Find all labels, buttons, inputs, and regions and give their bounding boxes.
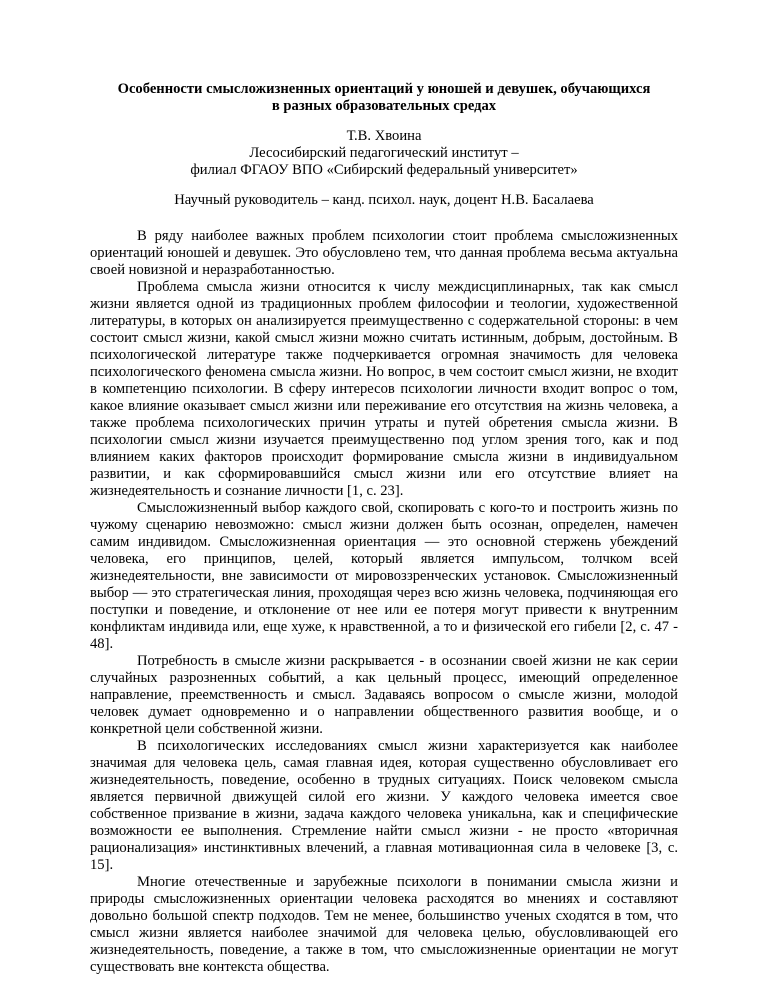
author-block: [90, 128, 678, 179]
article-body: [90, 228, 678, 976]
paragraph: Потребность в смысле жизни раскрывается - в осознании своей жизни не как серии случайных разрозненных событий, а как цельный процесс, имеющий определенное направление, преемственность и смысл. Задаваясь вопросом о смысле жизни, молодой человек думает одновременно и о направлении общественного развития вообще, и о конкретной цели собственной жизни.: [90, 653, 678, 737]
institute-line: филиал ФГАОУ ВПО «Сибирский федеральный университет»: [190, 162, 578, 178]
paragraph: Смысложизненный выбор каждого свой, скопировать с кого-то и построить жизнь по чужому сценарию невозможно: смысл жизни должен быть осознан, определен, намечен самим индивидом. Смысложизненная ориентация — это основной стержень убеждений человека, его принципов, целей, который является импульсом, толчком всей жизнедеятельности, вне зависимости от мировоззренческих установок. Смысложизненный выбор — это стратегическая линия, проходящая через всю жизнь человека, подчиняющая его поступки и поведение, и отклонение от нее или ее потеря могут привести к внутренним конфликтам индивида или, еще хуже, к нравственной, а то и физической его гибели [2, с. 47 - 48].: [90, 500, 678, 652]
author-name: Т.В. Хвоина: [346, 128, 422, 144]
article-title: [90, 81, 678, 115]
paragraph: В ряду наиболее важных проблем психологии стоит проблема смысложизненных ориентаций юношей и девушек. Это обусловлено тем, что данная проблема весьма актуальна своей новизной и неразработанностью.: [90, 228, 678, 278]
institute-line: Лесосибирский педагогический институт –: [249, 145, 519, 161]
paragraph: В психологических исследованиях смысл жизни характеризуется как наиболее значимая для человека цель, самая главная идея, которая существенно обусловливает его жизнедеятельность, поведение, особенно в трудных ситуациях. Поиск человеком смысла является первичной движущей силой его жизни. У каждого человека имеется свое собственное призвание в жизни, задача каждого человека уникальна, как и специфические возможности ее выполнения. Стремление найти смысл жизни - не просто «вторичная рационализация» инстинктивных влечений, а главная мотивационная сила в человеке [3, с. 15].: [90, 738, 678, 873]
supervisor-block: [90, 192, 678, 209]
title-line: в разных образовательных средах: [271, 98, 497, 114]
paragraph: Проблема смысла жизни относится к числу междисциплинарных, так как смысл жизни является одной из традиционных проблем философии и теологии, художественной литературы, в которых он анализируется преимущественно с содержательной стороны: в чем состоит смысл жизни, какой смысл жизни можно считать истинным, добрым, достойным. В психологической литературе также подчеркивается огромная значимость для человека психологического феномена смысла жизни. Но вопрос, в чем состоит смысл жизни, не входит в компетенцию психологии. В сферу интересов психологии личности входит вопрос о том, какое влияние оказывает смысл жизни или переживание его отсутствия на жизнь человека, а также проблема психологических причин утраты и путей обретения смысла жизни. В психологии смысл жизни изучается преимущественно под углом зрения того, как и под влиянием каких факторов происходит формирование смысла жизни в индивидуальном развитии, и как сформировавшийся смысл жизни или его отсутствие влияет на жизнедеятельность и сознание личности [1, с. 23].: [90, 279, 678, 499]
paragraph: Многие отечественные и зарубежные психологи в понимании смысла жизни и природы смысложизненных ориентации человека расходятся во мнениях и составляют довольно большой спектр подходов. Тем не менее, большинство ученых сходятся в том, что смысл жизни является наиболее значимой для человека целью, обусловливающей его жизнедеятельность, поведение, а также в том, что смысложизненные ориентации не могут существовать вне контекста общества.: [90, 874, 678, 975]
supervisor-line: Научный руководитель – канд. психол. наук, доцент Н.В. Басалаева: [174, 192, 594, 208]
title-line: Особенности смысложизненных ориентаций у юношей и девушек, обучающихся: [117, 81, 651, 97]
